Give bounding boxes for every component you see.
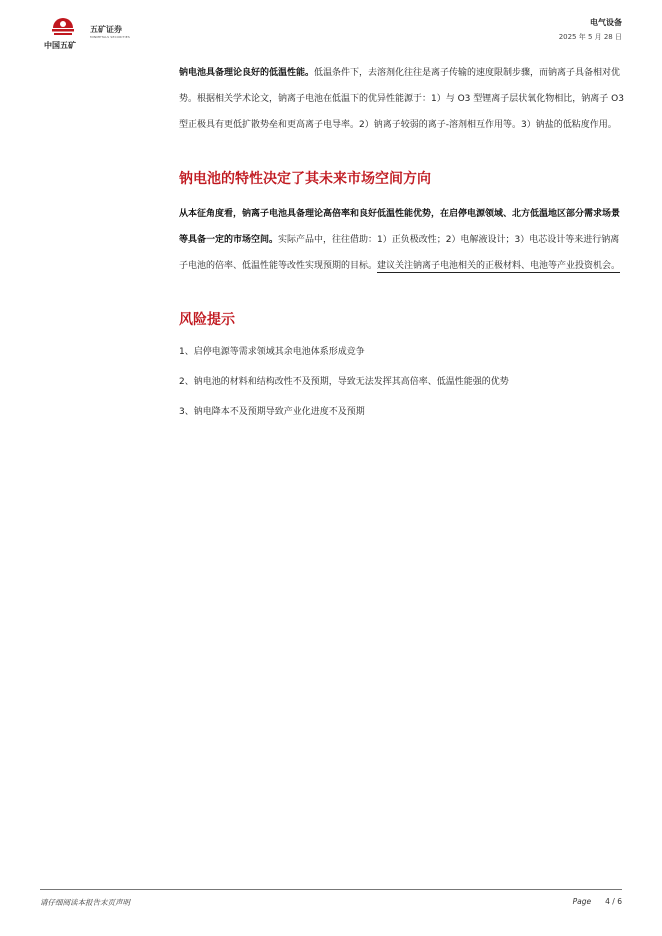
paragraph-lead: 从本征角度看，钠离子电池具备理论高倍率和良好低温性能优势，在启停电源领域、北方低温地区部分需求场景等具备一定的市场空间。 — [179, 209, 621, 245]
minmetals-logo-icon — [50, 16, 76, 38]
company-logo — [40, 16, 140, 52]
logo-company-name: 中国五矿 — [44, 41, 76, 50]
paragraph-market — [179, 201, 625, 279]
report-date: 2025 年 5 月 28 日 — [558, 33, 622, 41]
paragraph-low-temp — [179, 60, 625, 138]
section-title-risk: 风险提示 — [179, 312, 235, 328]
report-meta — [559, 17, 622, 43]
page-label: Page — [572, 897, 592, 906]
sector-label: 电气设备 — [590, 18, 622, 27]
risk-item: 2、钠电池的材料和结构改性不及预期，导致无法发挥其高倍率、低温性能强的优势 — [179, 377, 509, 387]
footer-divider — [40, 889, 622, 890]
page-number: 4 / 6 — [605, 897, 622, 906]
paragraph-text: 低温条件下，去溶剂化往往是离子传输的速度限制步骤，而钠离子具备相对优势。根据相关学术论文，钠离子电池在低温下的优异性能源于：1）与 O3 型锂离子层状氧化物相比，钠离子 O3 型正极具有更低扩散势垒和更高离子电导率。2）钠离子较弱的离子-溶剂相互作用等。3）钠盐的低粘度作用。 — [179, 68, 624, 130]
report-body — [179, 60, 625, 427]
risk-item: 3、钠电降本不及预期导致产业化进度不及预期 — [179, 407, 365, 417]
logo-securities-name: 五矿证券 — [90, 25, 122, 34]
risk-item: 1、启停电源等需求领域其余电池体系形成竞争 — [179, 347, 365, 357]
footer-disclaimer: 请仔细阅读本报告末页声明 — [40, 898, 130, 907]
paragraph-lead: 钠电池具备理论良好的低温性能。 — [179, 68, 315, 78]
page-indicator — [573, 897, 622, 906]
logo-securities-en: MINMETALS SECURITIES — [90, 35, 130, 39]
investment-recommendation: 建议关注钠离子电池相关的正极材料、电池等产业投资机会。 — [377, 261, 621, 271]
risk-list — [179, 337, 625, 427]
section-title-market: 钠电池的特性决定了其未来市场空间方向 — [179, 171, 431, 187]
paragraph-text: 实际产品中，往往借助：1）正负极改性；2）电解液设计；3）电芯设计等来进行钠离子电池的倍率、低温性能等改性实现预期的目标。 — [179, 235, 620, 271]
